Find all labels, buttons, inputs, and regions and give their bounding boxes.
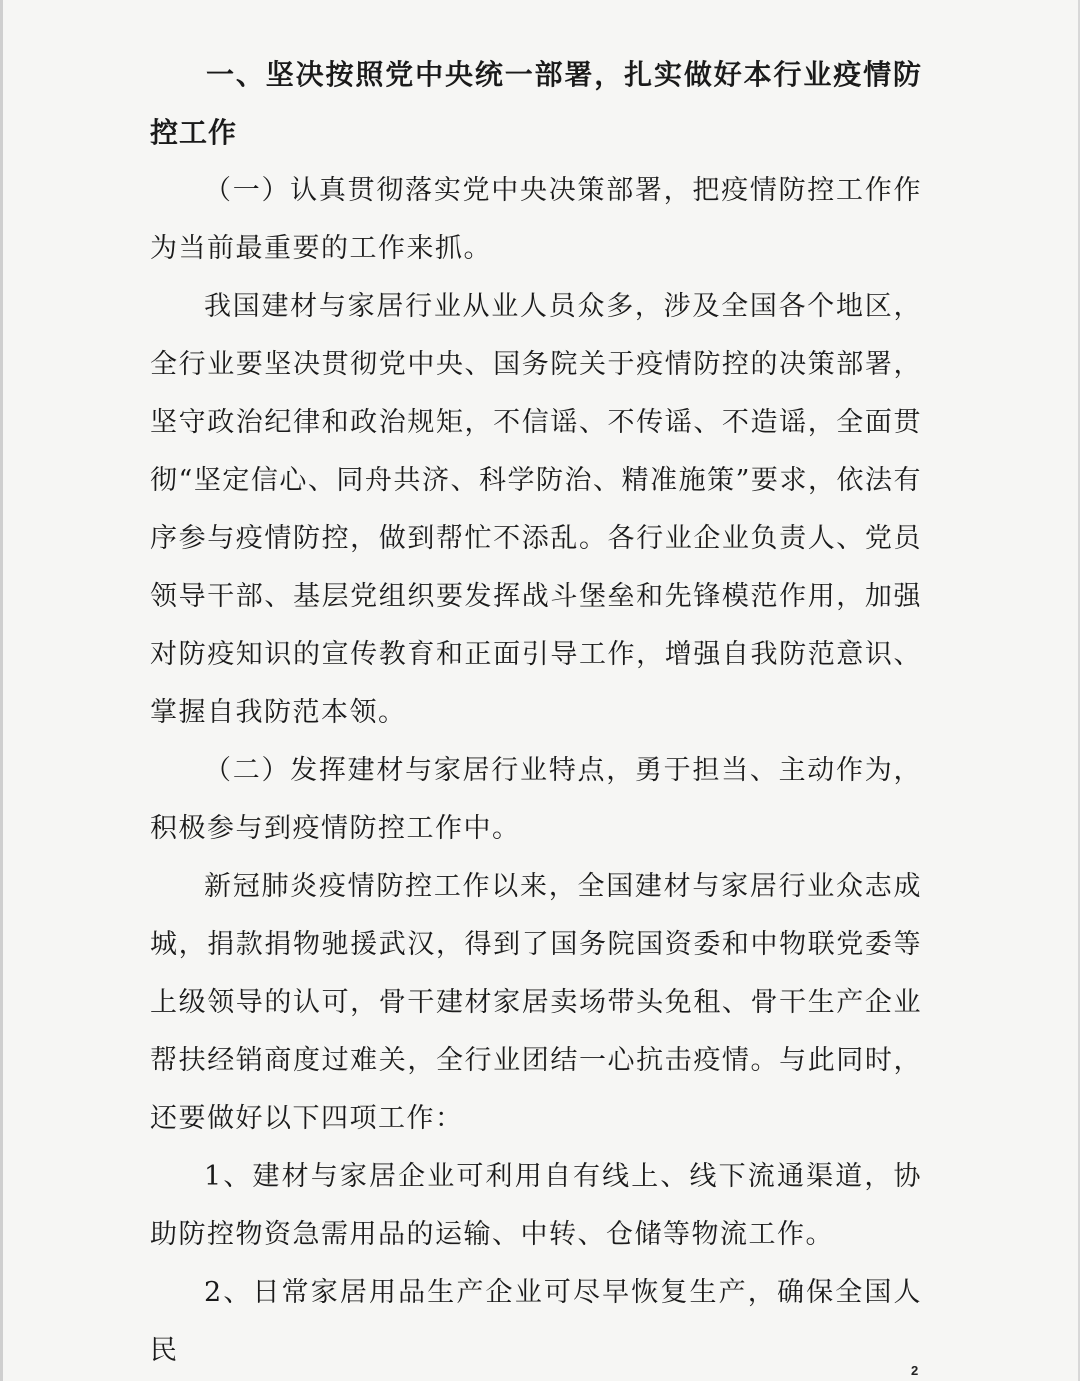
subsection-title-2: （二）发挥建材与家居行业特点，勇于担当、主动作为，积极参与到疫情防控工作中。 — [150, 755, 922, 844]
document-body — [150, 46, 922, 1380]
body-paragraph-1: 我国建材与家居行业从业人员众多，涉及全国各个地区，全行业要坚决贯彻党中央、国务院关于疫情防控的决策部署，坚守政治纪律和政治规矩，不信谣、不传谣、不造谣，全面贯彻“坚定信心、同舟共济、科学防治、精准施策”要求，依法有序参与疫情防控，做到帮忙不添乱。各行业企业负责人、党员领导干部、基层党组织要发挥战斗堡垒和先锋模范作用，加强对防疫知识的宣传教育和正面引导工作，增强自我防范意识、掌握自我防范本领。 — [150, 291, 922, 728]
page-left-edge — [0, 0, 3, 1381]
list-item-1: 1、建材与家居企业可利用自有线上、线下流通渠道，协助防控物资急需用品的运输、中转、仓储等物流工作。 — [150, 1161, 922, 1250]
list-item-2: 2、日常家居用品生产企业可尽早恢复生产，确保全国人民 — [150, 1277, 922, 1366]
section-heading: 一、坚决按照党中央统一部署，扎实做好本行业疫情防控工作 — [150, 58, 922, 149]
subsection-title-1: （一）认真贯彻落实党中央决策部署，把疫情防控工作作为当前最重要的工作来抓。 — [150, 175, 922, 264]
body-paragraph-2: 新冠肺炎疫情防控工作以来，全国建材与家居行业众志成城，捐款捐物驰援武汉，得到了国务院国资委和中物联党委等上级领导的认可，骨干建材家居卖场带头免租、骨干生产企业帮扶经销商度过难关，全行业团结一心抗击疫情。与此同时，还要做好以下四项工作： — [150, 871, 922, 1134]
page-number: 2 — [911, 1363, 919, 1378]
